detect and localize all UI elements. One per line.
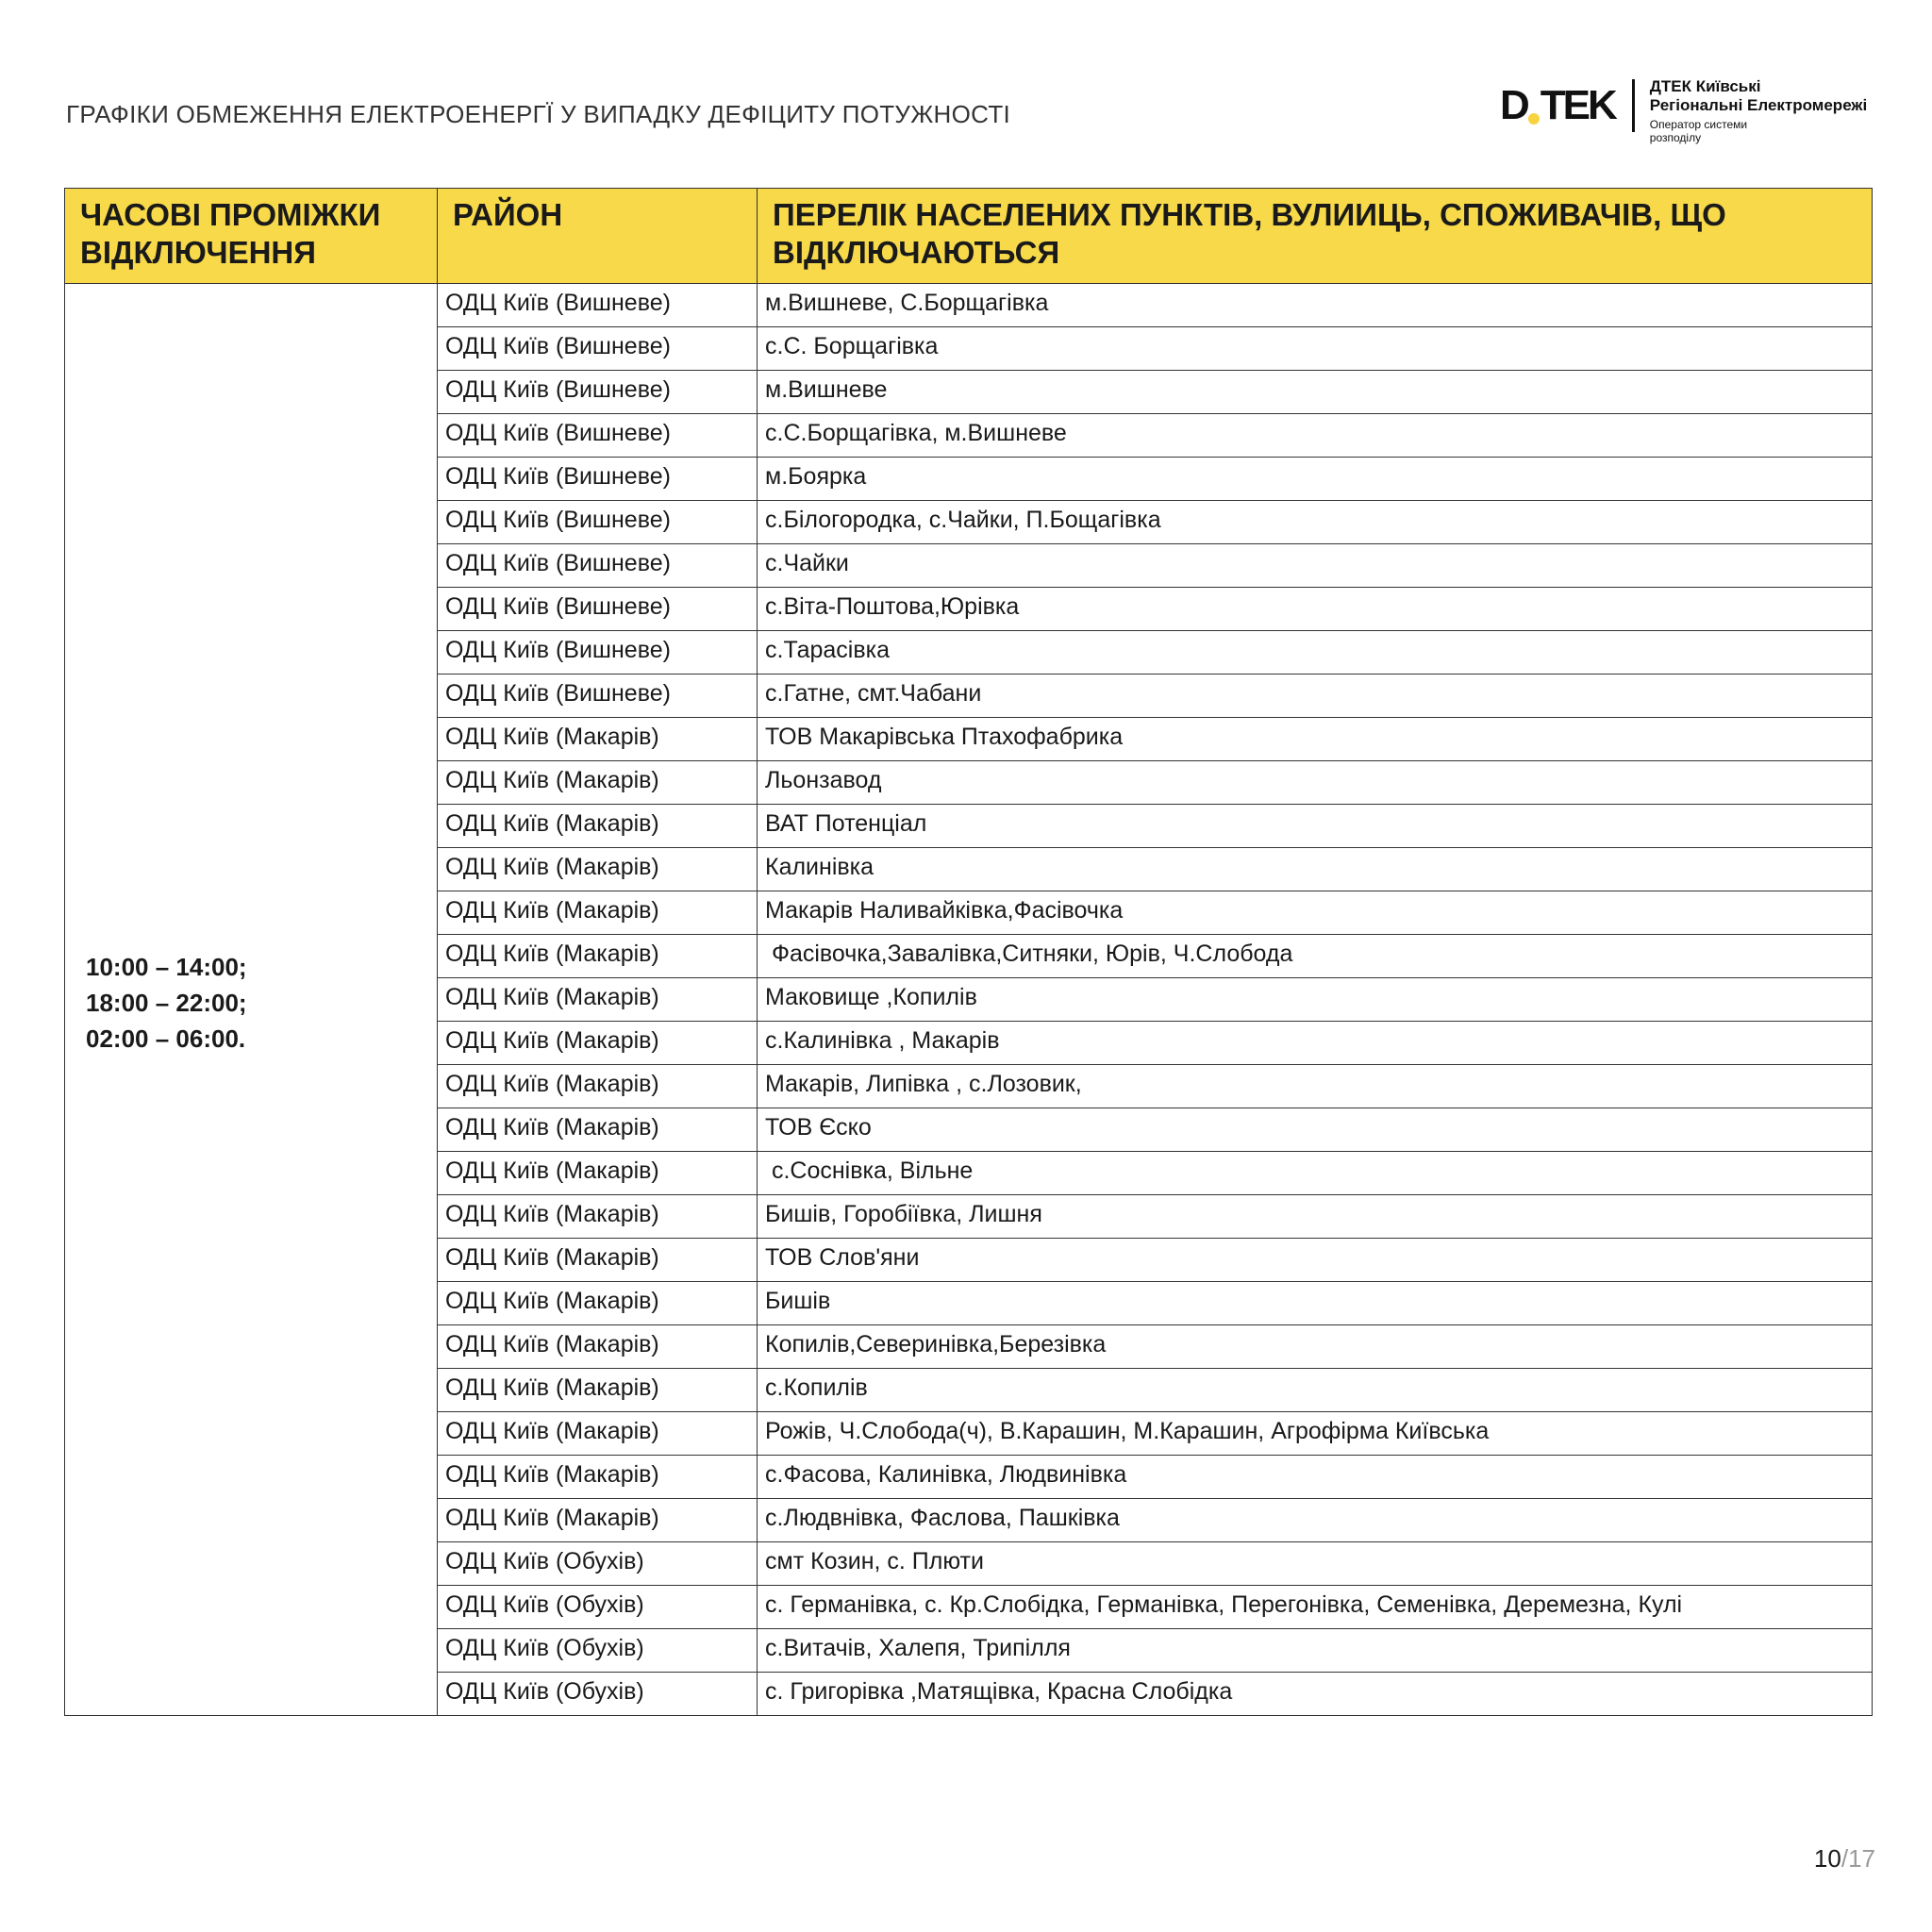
district-cell: ОДЦ Київ (Макарів) bbox=[438, 978, 758, 1022]
district-cell: ОДЦ Київ (Вишневе) bbox=[438, 414, 758, 458]
district-cell: ОДЦ Київ (Макарів) bbox=[438, 1195, 758, 1239]
places-cell: с.Гатне, смт.Чабани bbox=[758, 675, 1873, 718]
places-cell: Макарів, Липівка , с.Лозовик, bbox=[758, 1065, 1873, 1108]
district-cell: ОДЦ Київ (Обухів) bbox=[438, 1629, 758, 1673]
places-cell: Рожів, Ч.Слобода(ч), В.Карашин, М.Карашин, Агрофірма Київська bbox=[758, 1412, 1873, 1456]
district-cell: ОДЦ Київ (Макарів) bbox=[438, 1456, 758, 1499]
logo-text bbox=[1650, 77, 1867, 144]
places-cell: с.Копилів bbox=[758, 1369, 1873, 1412]
page-number bbox=[1814, 1844, 1875, 1874]
outage-schedule-table bbox=[64, 188, 1873, 1716]
column-header-time: ЧАСОВІ ПРОМІЖКИ ВІДКЛЮЧЕННЯ bbox=[65, 189, 438, 284]
district-cell: ОДЦ Київ (Макарів) bbox=[438, 1152, 758, 1195]
logo-line-3: Оператор системи bbox=[1649, 118, 1748, 131]
places-cell: Льонзавод bbox=[758, 761, 1873, 805]
time-slot: 10:00 – 14:00; bbox=[86, 952, 247, 981]
district-cell: ОДЦ Київ (Вишневе) bbox=[438, 458, 758, 501]
district-cell: ОДЦ Київ (Макарів) bbox=[438, 761, 758, 805]
places-cell: с.Чайки bbox=[758, 544, 1873, 588]
places-cell: смт Козин, с. Плюти bbox=[758, 1542, 1873, 1586]
places-cell: с.Віта-Поштова,Юрівка bbox=[758, 588, 1873, 631]
places-cell: с.С.Борщагівка, м.Вишневе bbox=[758, 414, 1873, 458]
table-row bbox=[65, 284, 1873, 327]
places-cell: с.Витачів, Халепя, Трипілля bbox=[758, 1629, 1873, 1673]
column-header-places: ПЕРЕЛІК НАСЕЛЕНИХ ПУНКТІВ, ВУЛИИЦЬ, СПОЖИВАЧІВ, ЩО ВІДКЛЮЧАЮТЬСЯ bbox=[758, 189, 1873, 284]
district-cell: ОДЦ Київ (Макарів) bbox=[438, 1065, 758, 1108]
table-body bbox=[65, 284, 1873, 1716]
district-cell: ОДЦ Київ (Обухів) bbox=[438, 1586, 758, 1629]
places-cell: ВАТ Потенціал bbox=[758, 805, 1873, 848]
district-cell: ОДЦ Київ (Макарів) bbox=[438, 891, 758, 935]
district-cell: ОДЦ Київ (Макарів) bbox=[438, 805, 758, 848]
logo-line-4: розподілу bbox=[1649, 131, 1702, 144]
district-cell: ОДЦ Київ (Макарів) bbox=[438, 718, 758, 761]
places-cell: с.Тарасівка bbox=[758, 631, 1873, 675]
district-cell: ОДЦ Київ (Вишневе) bbox=[438, 371, 758, 414]
places-cell: ТОВ Слов'яни bbox=[758, 1239, 1873, 1282]
district-cell: ОДЦ Київ (Обухів) bbox=[438, 1542, 758, 1586]
logo-divider bbox=[1632, 79, 1635, 132]
logo-line-2: Регіональні Електромережі bbox=[1649, 96, 1868, 114]
district-cell: ОДЦ Київ (Макарів) bbox=[438, 1412, 758, 1456]
dtek-logo-mark: D TEK bbox=[1500, 82, 1615, 128]
district-cell: ОДЦ Київ (Макарів) bbox=[438, 1022, 758, 1065]
table-header-row bbox=[65, 189, 1873, 284]
places-cell: Фасівочка,Завалівка,Ситняки, Юрів, Ч.Слобода bbox=[758, 935, 1873, 978]
district-cell: ОДЦ Київ (Макарів) bbox=[438, 935, 758, 978]
places-cell: м.Вишневе bbox=[758, 371, 1873, 414]
places-cell: Бишів, Горобіївка, Лишня bbox=[758, 1195, 1873, 1239]
places-cell: с.Фасова, Калинівка, Людвинівка bbox=[758, 1456, 1873, 1499]
logo-line-1: ДТЕК Київські bbox=[1649, 77, 1761, 95]
document-title: ГРАФІКИ ОБМЕЖЕННЯ ЕЛЕКТРОЕНЕРГЇ У ВИПАДКУ ДЕФІЦИТУ ПОТУЖНОСТІ bbox=[66, 100, 1011, 128]
time-slot: 02:00 – 06:00. bbox=[86, 1024, 246, 1053]
page-current: 10 bbox=[1813, 1844, 1841, 1873]
district-cell: ОДЦ Київ (Вишневе) bbox=[438, 631, 758, 675]
logo-dot-icon bbox=[1528, 113, 1540, 125]
district-cell: ОДЦ Київ (Макарів) bbox=[438, 1108, 758, 1152]
district-cell: ОДЦ Київ (Макарів) bbox=[438, 848, 758, 891]
district-cell: ОДЦ Київ (Макарів) bbox=[438, 1325, 758, 1369]
time-slots-cell bbox=[65, 284, 438, 1716]
district-cell: ОДЦ Київ (Макарів) bbox=[438, 1239, 758, 1282]
places-cell: ТОВ Єско bbox=[758, 1108, 1873, 1152]
places-cell: с.Людвнівка, Фаслова, Пашківка bbox=[758, 1499, 1873, 1542]
time-slot: 18:00 – 22:00; bbox=[86, 988, 247, 1017]
places-cell: с. Германівка, с. Кр.Слобідка, Германівка, Перегонівка, Семенівка, Деремезна, Кулі bbox=[758, 1586, 1873, 1629]
places-cell: м.Вишневе, С.Борщагівка bbox=[758, 284, 1873, 327]
places-cell: Копилів,Северинівка,Березівка bbox=[758, 1325, 1873, 1369]
places-cell: Маковище ,Копилів bbox=[758, 978, 1873, 1022]
district-cell: ОДЦ Київ (Вишневе) bbox=[438, 544, 758, 588]
district-cell: ОДЦ Київ (Макарів) bbox=[438, 1282, 758, 1325]
district-cell: ОДЦ Київ (Вишневе) bbox=[438, 327, 758, 371]
places-cell: с.Білогородка, с.Чайки, П.Бощагівка bbox=[758, 501, 1873, 544]
district-cell: ОДЦ Київ (Вишневе) bbox=[438, 501, 758, 544]
district-cell: ОДЦ Київ (Обухів) bbox=[438, 1673, 758, 1716]
district-cell: ОДЦ Київ (Макарів) bbox=[438, 1499, 758, 1542]
places-cell: м.Боярка bbox=[758, 458, 1873, 501]
places-cell: Бишів bbox=[758, 1282, 1873, 1325]
places-cell: с. Григорівка ,Матящівка, Красна Слобідка bbox=[758, 1673, 1873, 1716]
page-total: /17 bbox=[1840, 1844, 1875, 1873]
places-cell: Макарів Наливайківка,Фасівочка bbox=[758, 891, 1873, 935]
column-header-district: РАЙОН bbox=[438, 189, 758, 284]
places-cell: с.С. Борщагівка bbox=[758, 327, 1873, 371]
district-cell: ОДЦ Київ (Макарів) bbox=[438, 1369, 758, 1412]
places-cell: ТОВ Макарівська Птахофабрика bbox=[758, 718, 1873, 761]
district-cell: ОДЦ Київ (Вишневе) bbox=[438, 284, 758, 327]
places-cell: Калинівка bbox=[758, 848, 1873, 891]
places-cell: с.Соснівка, Вільне bbox=[758, 1152, 1873, 1195]
district-cell: ОДЦ Київ (Вишневе) bbox=[438, 588, 758, 631]
district-cell: ОДЦ Київ (Вишневе) bbox=[438, 675, 758, 718]
dtek-logo bbox=[1500, 77, 1867, 144]
places-cell: с.Калинівка , Макарів bbox=[758, 1022, 1873, 1065]
